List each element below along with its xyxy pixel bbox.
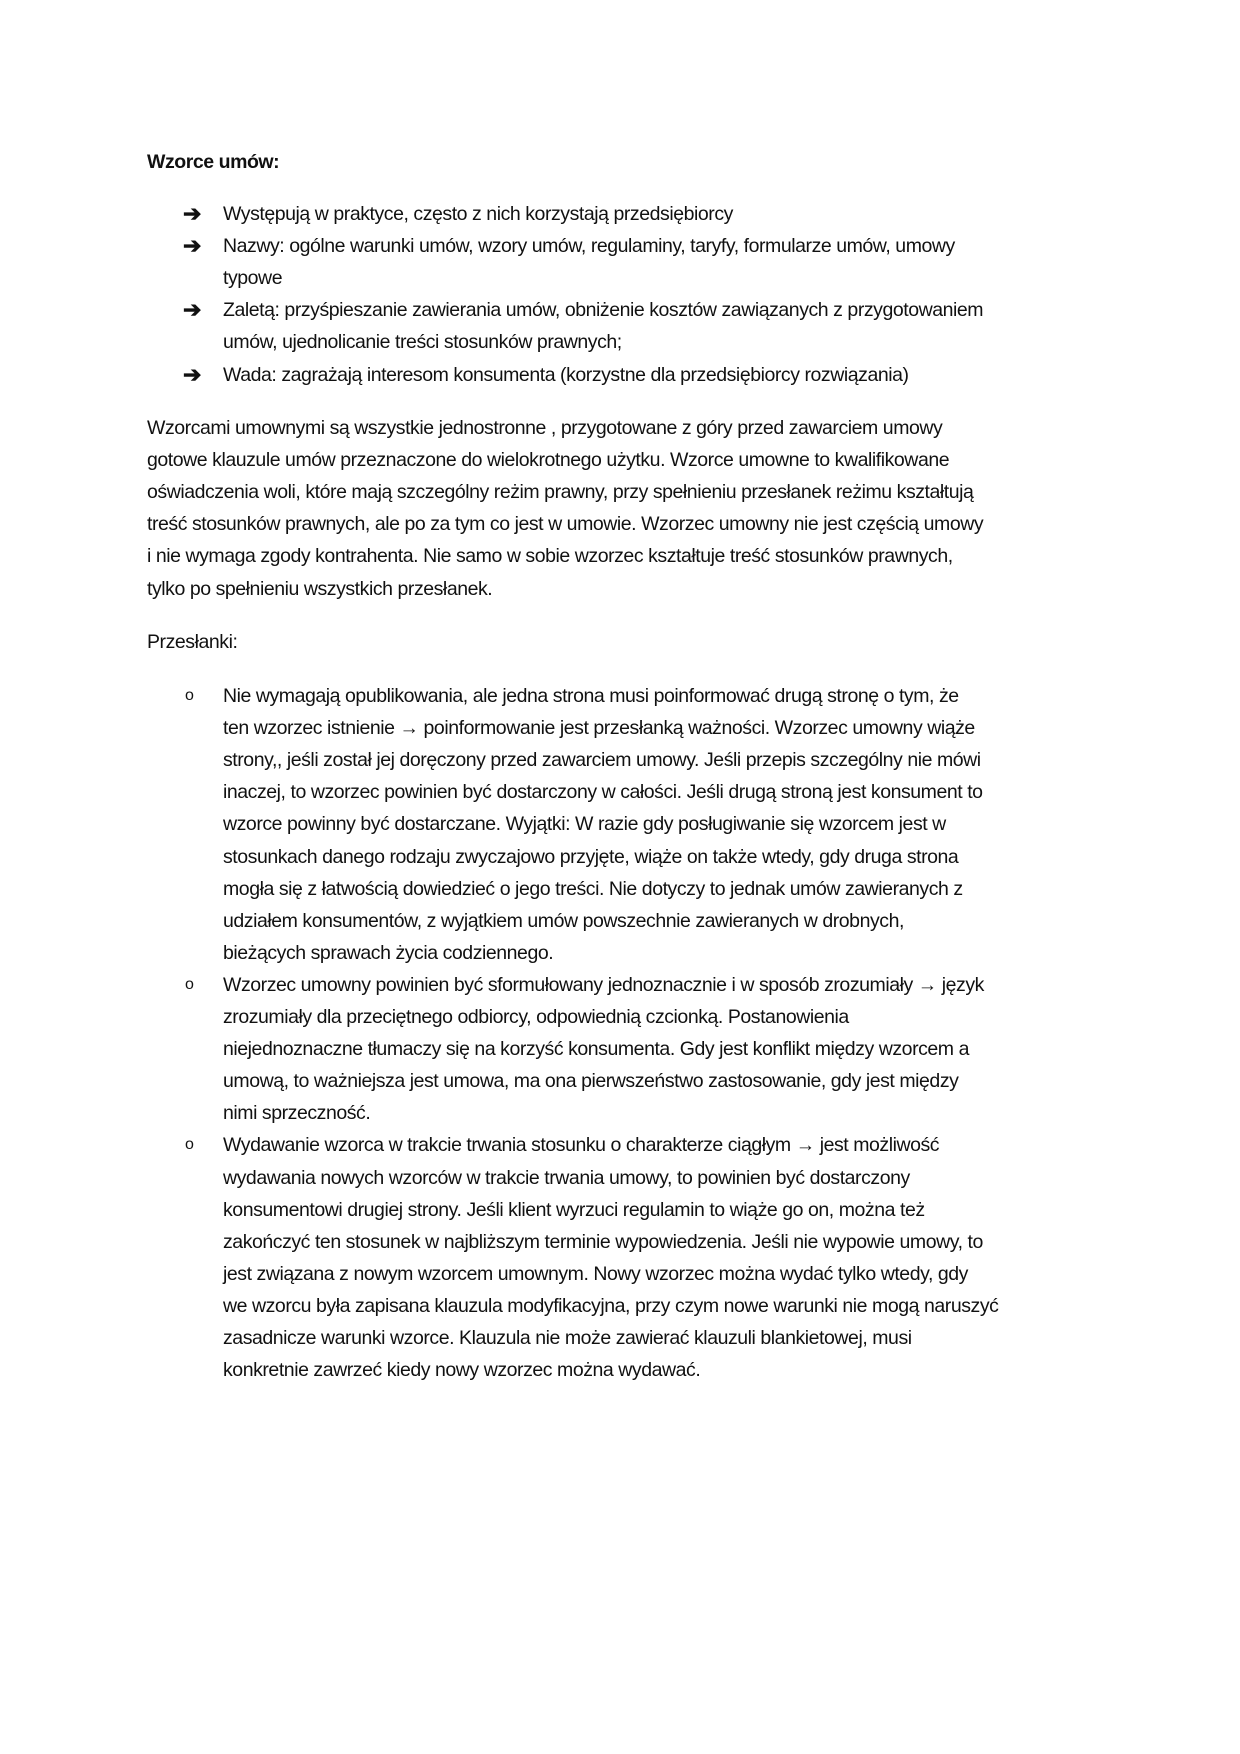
paragraph-line: Wzorcami umownymi są wszystkie jednostronne , przygotowane z góry przed zawarciem umowy (147, 417, 943, 439)
arrow-bullet-line: Zaletą: przyśpieszanie zawierania umów, obniżenie kosztów zawiązanych z przygotowaniem (223, 299, 984, 322)
circle-bullet-icon: o (185, 687, 194, 704)
circle-bullet-line: bieżących sprawach życia codziennego. (223, 941, 554, 964)
arrow-bullet-icon: ➔ (183, 201, 202, 226)
circle-bullet-line: zrozumiały dla przeciętnego odbiorcy, odpowiednią czcionką. Postanowienia (223, 1006, 849, 1028)
circle-bullet-line: Wydawanie wzorca w trakcie trwania stosunku o charakterze ciągłym → jest możliwość (223, 1134, 940, 1157)
paragraph-line: oświadczenia woli, które mają szczególny reżim prawny, przy spełnieniu przesłanek reżimu kształtują (147, 481, 974, 504)
circle-bullet-line: konsumentowi drugiej strony. Jeśli klient wyrzuci regulamin to wiąże go on, można też (223, 1198, 925, 1221)
circle-bullet-line: stosunkach danego rodzaju zwyczajowo przyjęte, wiąże on także wtedy, gdy druga strona (223, 845, 959, 868)
circle-bullet-line: inaczej, to wzorzec powinien być dostarczony w całości. Jeśli drugą stroną jest konsument to (223, 781, 983, 804)
paragraph-line: treść stosunków prawnych, ale po za tym co jest w umowie. Wzorzec umowny nie jest częścią umowy (147, 513, 984, 536)
circle-bullet-line: zasadnicze warunki wzorce. Klauzula nie może zawierać klauzuli blankietowej, musi (223, 1327, 912, 1349)
circle-bullet-icon: o (185, 1136, 194, 1154)
circle-bullet-line: Wzorzec umowny powinien być sformułowany jednoznacznie i w sposób zrozumiały → język (223, 973, 984, 996)
circle-bullet-line: wzorce powinny być dostarczane. Wyjątki: W razie gdy posługiwanie się wzorcem jest w (223, 813, 946, 836)
arrow-bullet-line: typowe (223, 267, 283, 290)
circle-bullet-line: Nie wymagają opublikowania, ale jedna strona musi poinformować drugą stronę o tym, że (223, 685, 959, 707)
arrow-bullet-line: Wada: zagrażają interesom konsumenta (korzystne dla przedsiębiorcy rozwiązania) (223, 363, 909, 386)
circle-bullet-line: nimi sprzeczność. (223, 1102, 371, 1125)
circle-bullet-line: niejednoznaczne tłumaczy się na korzyść konsumenta. Gdy jest konflikt między wzorcem a (223, 1038, 969, 1061)
arrow-bullet-icon: ➔ (183, 361, 202, 387)
heading: Wzorce umów: (147, 151, 280, 173)
arrow-bullet-line: Nazwy: ogólne warunki umów, wzory umów, regulaminy, taryfy, formularze umów, umowy (223, 235, 955, 258)
circle-bullet-line: udziałem konsumentów, z wyjątkiem umów powszechnie zawieranych w drobnych, (223, 909, 904, 932)
circle-bullet-line: umową, to ważniejsza jest umowa, ma ona pierwszeństwo zastosowanie, gdy jest między (223, 1070, 959, 1093)
circle-bullet-line: jest związana z nowym wzorcem umownym. Nowy wzorzec można wydać tylko wtedy, gdy (223, 1262, 968, 1285)
circle-bullet-line: we wzorcu była zapisana klauzula modyfikacyjna, przy czym nowe warunki nie mogą naruszyć (223, 1294, 999, 1317)
paragraph-line: i nie wymaga zgody kontrahenta. Nie samo w sobie wzorzec kształtuje treść stosunków prawnych, (147, 545, 953, 568)
arrow-bullet-icon: ➔ (183, 297, 202, 323)
paragraph-line: gotowe klauzule umów przeznaczone do wielokrotnego użytku. Wzorce umowne to kwalifikowane (147, 449, 950, 472)
arrow-bullet-line: umów, ujednolicanie treści stosunków prawnych; (223, 331, 622, 354)
paragraph-line: tylko po spełnieniu wszystkich przesłanek. (147, 577, 493, 600)
circle-bullet-line: ten wzorzec istnienie → poinformowanie jest przesłanką ważności. Wzorzec umowny wiąże (223, 717, 975, 740)
circle-bullet-line: strony,, jeśli został jej doręczony przed zawarciem umowy. Jeśli przepis szczególny nie mówi (223, 749, 981, 772)
circle-bullet-line: konkretnie zawrzeć kiedy nowy wzorzec można wydawać. (223, 1359, 701, 1382)
circle-bullet-line: mogła się z łatwością dowiedzieć o jego treści. Nie dotyczy to jednak umów zawieranych z (223, 877, 963, 900)
arrow-bullet-icon: ➔ (183, 233, 202, 259)
circle-bullet-line: zakończyć ten stosunek w najbliższym terminie wypowiedzenia. Jeśli nie wypowie umowy, to (223, 1230, 983, 1253)
circle-bullet-icon: o (185, 975, 194, 993)
circle-bullet-line: wydawania nowych wzorców w trakcie trwania umowy, to powinien być dostarczony (223, 1166, 910, 1189)
arrow-bullet-line: Występują w praktyce, często z nich korzystają przedsiębiorcy (223, 203, 733, 225)
subheading: Przesłanki: (147, 631, 238, 653)
